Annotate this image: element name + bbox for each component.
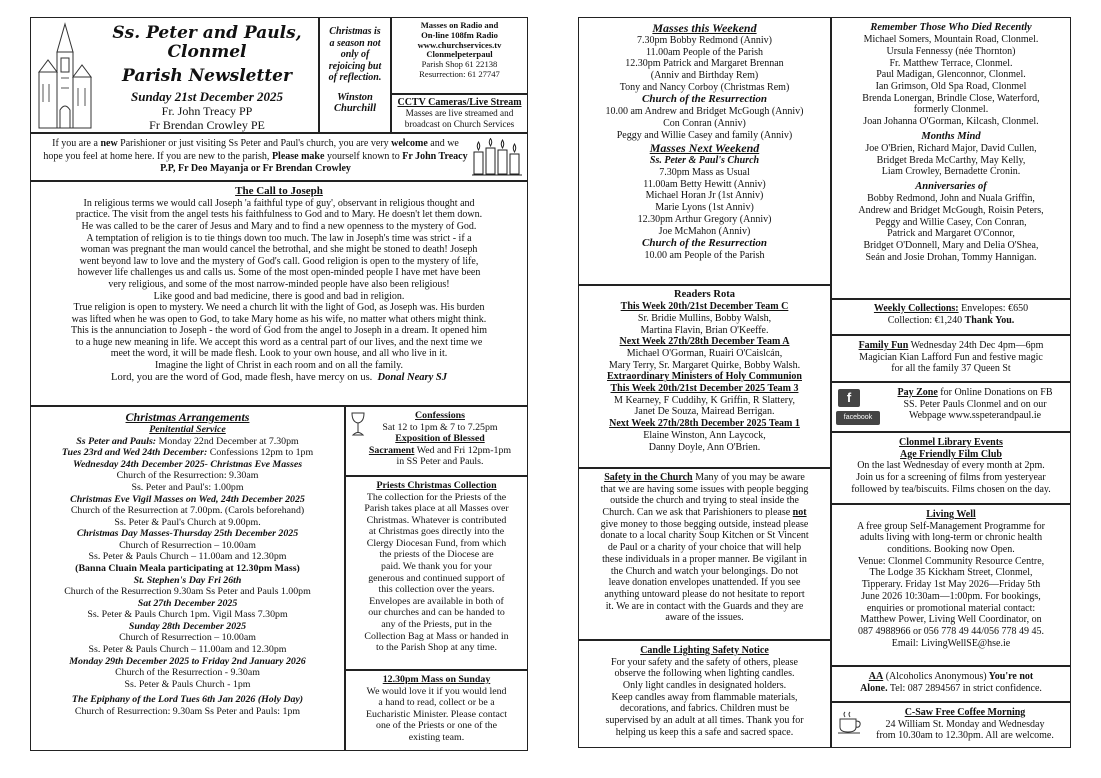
schedule-heading: Sunday 28th December 2025 [128,620,247,632]
welcome-box [30,133,528,181]
family-fun-line: Magician Kian Lafford Fun and festive magic [859,351,1043,363]
schedule-heading: Christmas Eve Vigil Masses on Wed, 24th December 2025 [70,493,305,505]
library-title: Clonmel Library Events [899,437,1003,448]
mass-entry: 7.30pm Bobby Redmond (Anniv) [637,35,772,47]
aa-line: (Alcoholics Anonymous) [883,671,987,682]
reflection-line: practice. The visit from the angel tests his faithfulness to God and to Mary. He doesn't let them down. [75,209,483,221]
quote-line: only of [340,49,370,60]
living-well-email[interactable]: Email: LivingWellSE@hse.ie [891,637,1011,649]
reflection-line: He was called to be the carer of Jesus and Mary and to find a new openness to the mystery of God. [81,220,477,232]
newsletter-date: Sunday 21st December 2025 [130,89,284,105]
readers-names: Martina Flavin, Brian O'Keeffe. [640,324,769,336]
priests-collection-line: Clergy Diocesan Fund, from which [366,537,507,549]
remember-title: Remember Those Who Died Recently [870,22,1032,33]
schedule-heading: Monday 29th December 2025 to Friday 2nd January 2026 [69,655,306,667]
collections-box [831,299,1071,335]
safety-line: de Paul or a charity of your choice that will help [607,542,802,554]
payzone-badge: facebook [836,411,880,425]
priests-collection-line: the priests of the Diocese are [379,549,494,561]
pay-zone-website[interactable]: Webpage www.sspeterandpaul.ie [908,410,1042,422]
left-page [0,0,544,778]
schedule-text: Ss. Peter & Pauls Church – 11.00am and 12.30pm [88,551,287,563]
reflection-line: to a huge new meaning in life. We accept this word as a central part of our lives, and the next time we [75,336,483,348]
church-illustration [35,22,95,130]
ministers-names: M Kearney, F Cuddihy, K Griffin, R Slattery, [614,394,795,406]
schedule-text: Confessions 12pm to 1pm [207,447,314,459]
priests-collection-box [345,476,528,670]
welcome-text: Parishioner or just visiting Ss Peter and Paul's church, you are very [120,138,389,149]
cctv-box [391,94,528,133]
schedule-text: Church of the Resurrection 9.30am Ss Peter and Pauls 1.00pm [64,586,311,598]
reflection-line: went beyond law to love and the mystery of God's call. Good religion is open to the mystery of life, [79,255,479,267]
ministers-names: Janet De Souza, Mairead Berrigan. [634,406,775,418]
safety-line: leave donation envelopes unattended. If you see [608,577,801,589]
cctv-text: Masses are live streamed and [405,108,514,119]
schedule-heading: The Epiphany of the Lord Tues 6th Jan 2026 (Holy Day) [71,694,304,706]
mass-entry: 12.30pm Patrick and Margaret Brennan [625,58,784,70]
schedule-text: Ss. Peter & Pauls Church 1pm. Vigil Mass 7.30pm [87,609,288,621]
library-line: Join us for a screening of films from yesteryear [856,472,1046,484]
pay-zone-line: SS. Peter Pauls Clonmel and on our [903,398,1047,410]
reflection-author: Donal Neary SJ [377,371,447,383]
anniversary-line: Seán and Josie Drohan, Tommy Hannigan. [865,251,1037,263]
months-mind-line: Bridget Breda McCarthy, May Kelly, [876,154,1026,166]
anniversary-line: Bridget O'Donnell, Mary and Delia O'Shea, [863,240,1039,252]
schedule-text: Church of Resurrection – 10.00am [119,632,256,644]
remember-line: Brenda Lonergan, Brindle Close, Waterford, [862,92,1040,104]
contact-line: On-line 108fm Radio [421,29,498,40]
living-well-line: The Lodge 35 Kickham Street, Clonmel, [869,567,1033,579]
anniversaries-title: Anniversaries of [915,181,987,193]
schedule-note: (Banna Cluain Meala participating at 12.30pm Mass) [75,562,300,574]
safety-title: Safety in the Church [604,472,693,483]
christmas-title: Christmas Arrangements [125,410,250,424]
safety-line: give money to those begging outside, instead please [600,518,809,530]
mass-entry: Michael Horan Jr (1st Anniv) [645,190,764,202]
masses-box [578,17,831,285]
candle-line: supervised by an adult at all times. Thank you for [605,715,804,727]
remember-box [831,17,1071,299]
right-page [557,0,1101,778]
quote-author: Winston [337,91,373,103]
living-well-line: Tipperary. Friday 1st May 2026—Friday 5th [861,579,1041,591]
pay-zone-title: Pay Zone [897,387,938,398]
candle-line: helping us keep this a safe and sacred space. [615,726,794,738]
reflection-closing: Lord, you are the word of God, made flesh, have mercy on us. [111,371,373,383]
schedule-heading: Christmas Day Masses-Thursday 25th December 2025 [76,528,299,540]
coffee-cup-icon [836,711,864,735]
confessions-times: Sat 12 to 1pm & 7 to 7.25pm [382,421,498,433]
exposition-word: Sacrament [368,444,415,456]
parish-name: Ss. Peter and Pauls, Clonmel [112,23,302,63]
readers-names: Sr. Bridie Mullins, Bobby Walsh, [637,312,772,324]
christmas-subtitle: Penitential Service [149,424,226,436]
safety-line: outside the church and trying to steal inside the [610,495,799,507]
priests-collection-line: any of the Priests, put in the [381,618,492,630]
schedule-text: Church of the Resurrection - 9.30am [115,667,260,679]
candle-line: observe the following when lighting candles. [614,668,795,680]
masses-title: Masses this Weekend [652,21,757,35]
living-well-line: Matthew Power, Living Well Coordinator, on [860,614,1042,626]
priests-collection-line: Christmas. Whatever is contributed [366,514,507,526]
christmas-box [30,406,345,751]
mass-1230-box [345,670,528,751]
contact-box [391,17,528,94]
aa-title: AA [868,671,884,682]
candle-box [578,640,831,748]
living-well-line: 087 4988966 or 056 778 49 44/056 778 49 45. [857,625,1045,637]
anniversary-line: Andrew and Bridget McGough, Roisin Peters, [858,205,1044,217]
priest-2: Fr Brendan Crowley PE [149,117,265,132]
csaw-title: C-Saw Free Coffee Morning [904,707,1026,718]
mass-1230-line: Eucharistic Minister. Please contact [366,708,507,720]
schedule-heading: Sat 27th December 2025 [137,597,238,609]
schedule-heading: Wednesday 24th December 2025- Christmas Eve Masses [72,458,303,470]
ministers-week: Next Week 27th/28th December 2025 Team 1 [609,418,800,430]
living-well-line: adults living with long-term or chronic health [859,532,1043,544]
ministers-names: Elaine Winston, Ann Laycock, [643,429,766,441]
safety-line: Church. Can we ask that Parishioners to please [602,507,791,519]
months-mind-line: Joe O'Brien, Richard Major, David Cullen, [865,143,1037,155]
welcome-new: new [100,138,118,149]
priest-1: Fr. John Treacy PP [161,103,253,118]
reflection-line: This is the annunciation to Joseph - the word of God from the angel to Joseph in a dream. It opened him [70,325,488,337]
safety-box [578,468,831,640]
exposition-place: in SS Peter and Pauls. [396,456,484,468]
welcome-text: If you are a [52,138,98,149]
safety-line: anything untoward please do not hesitate to report [604,588,805,600]
collections-envelopes: Envelopes: €650 [958,303,1029,314]
aa-emphasis: You're not [986,671,1034,682]
family-fun-line: Wednesday 24th Dec 4pm—6pm [908,340,1044,351]
aa-line: Tel: 087 2894567 in strict confidence. [887,683,1042,694]
mass-entry: 11.00am Betty Hewitt (Anniv) [643,178,766,190]
anniversary-line: Peggy and Willie Casey, Con Conran, [875,216,1027,228]
confessions-title: Confessions [415,410,465,421]
csaw-line: from 10.30am to 12.30pm. All are welcome. [876,730,1054,742]
contact-website: www.churchservices.tv [417,39,502,50]
mass-entry: 10.00 am People of the Parish [644,250,765,262]
mass-1230-title: 12.30pm Mass on Sunday [382,674,491,685]
cctv-text: broadcast on Church Services [404,118,515,129]
ministers-title: Extraordinary Ministers of Holy Communion [607,371,802,383]
mass-entry: 11.00am People of the Parish [645,46,764,58]
readers-week: This Week 20th/21st December Team C [620,301,789,313]
priests-collection-title: Priests Christmas Collection [376,480,497,491]
resurrection-heading: Church of the Resurrection [642,237,767,250]
contact-line: Masses on Radio and [420,20,499,30]
reflection-line: Like good and bad medicine, there is good and bad in religion. [153,290,405,302]
exposition-title: Exposition of Blessed [395,433,485,445]
quote-box [319,17,391,133]
csaw-box [831,702,1071,748]
living-well-line: Venue: Clonmel Community Resource Centre, [857,555,1045,567]
mass-entry: Joe McMahon (Anniv) [658,225,751,237]
schedule-text: Ss. Peter & Paul's Church at 9.00pm. [114,516,261,528]
safety-line: it. We are in contact with the Guards and they are [605,600,804,612]
readers-title: Readers Rota [674,289,735,300]
pay-zone-box [831,382,1071,432]
living-well-line: enquiries or promotional material contact: [866,602,1036,614]
contact-shop-phone: Parish Shop 61 22138 [421,59,498,70]
safety-not: not [792,507,807,519]
schedule-text: Church of Resurrection: 9.30am Ss Peter and Pauls: 1pm [74,705,301,717]
aa-box [831,666,1071,702]
collections-amount: Collection: €1,240 [887,315,963,326]
next-weekend-title: Masses Next Weekend [649,141,760,156]
welcome-names: Fr John Treacy P.P, Fr Deo Mayanja or Fr Brendan Crowley [160,150,468,174]
ministers-week: This Week 20th/21st December 2025 Team 3 [610,383,799,395]
cctv-title: CCTV Cameras/Live Stream [397,97,522,108]
aa-emphasis: Alone. [860,683,888,694]
schedule-text: Church of the Resurrection at 7.00pm. (Carols beforehand) [70,505,305,517]
remember-line: Joan Johanna O'Gorman, Kilcash, Clonmel. [863,116,1039,128]
contact-resurrection-phone: Resurrection: 61 27747 [419,68,500,79]
readers-week: Next Week 27th/28th December Team A [619,336,790,348]
reflection-line: In religious terms we would call Joseph 'a faithful type of guy', observant in religious thought and [83,197,475,209]
priests-collection-line: Parish takes place at all Masses over [364,503,509,515]
reflection-line: True religion is open to mystery. We need a church lit with the light of God, as Joseph was. His burden [73,302,485,314]
readers-names: Mary Terry, Sr. Margaret Quirke, Bobby Walsh. [608,359,801,371]
quote-line: of reflection. [328,72,382,83]
schedule-text: Church of the Resurrection: 9.30am [116,470,259,482]
reflection-line: however life challenges us and calls us. Some of the most open-minded people I have met have been [77,267,481,279]
candle-line: Only light candles in designated holders. [622,680,787,692]
schedule-text: Ss. Peter and Paul's: 1.00pm [131,481,244,493]
priests-collection-line: at Christmas goes directly into the [368,526,505,538]
library-box [831,432,1071,504]
facebook-icon: f [838,389,860,407]
schedule-text: Ss. Peter & Pauls Church – 11.00am and 12.30pm [88,644,287,656]
mass-entry: Marie Lyons (1st Anniv) [655,202,754,214]
remember-line: formerly Clonmel. [913,104,989,116]
collections-title: Weekly Collections: [873,303,959,314]
candle-line: For your safety and the safety of others, please [611,656,798,668]
living-well-line: June 2026 10:30am—1:00pm. For bookings, [861,590,1041,602]
remember-line: Ursula Fennessy (née Thornton) [886,45,1016,57]
schedule-heading: St. Stephen's Day Fri 26th [133,574,242,586]
remember-line: Paul Madigan, Glenconnor, Clonmel. [876,69,1026,81]
mass-entry: Tony and Nancy Corboy (Christmas Rem) [619,81,790,93]
family-fun-title: Family Fun [858,340,909,351]
priests-collection-line: paid. We thank you for your [381,561,492,573]
family-fun-box [831,335,1071,382]
reflection-title: The Call to Joseph [235,185,323,197]
priests-collection-line: The collection for the Priests of the [366,491,507,503]
mass-entry: Peggy and Willie Casey and family (Anniv) [616,129,793,141]
remember-line: Fr. Matthew Terrace, Clonmel. [889,57,1013,69]
living-well-title: Living Well [926,509,976,520]
candles-icon [471,138,523,178]
mass-entry: (Anniv and Birthday Rem) [650,70,759,82]
months-mind-line: Liam Crowley, Bernadette Cronin. [881,166,1021,178]
spp-heading: Ss. Peter & Paul's Church [649,155,760,167]
library-subtitle: Age Friendly Film Club [900,448,1002,460]
library-line: followed by tea/biscuits. Films chosen on the day. [851,483,1051,495]
safety-line: donate to a local charity Soup Kitchen or St Vincent [600,530,809,542]
resurrection-heading: Church of the Resurrection [642,93,767,106]
anniversary-line: Bobby Redmond, John and Nuala Griffin, [867,193,1035,205]
library-line: On the last Wednesday of every month at 2pm. [857,460,1045,472]
exposition-text: Wed and Fri 12pm-1pm [414,444,512,456]
welcome-please: Please make [271,150,325,162]
welcome-text: and we hope you feel at home here. If you are new to the parish, [43,138,459,162]
priests-collection-line: this collection over the years. [378,584,495,596]
reflection-line: woman was pregnant the man would cancel the betrothal, and she might be stoned to death! Joseph [80,244,478,256]
priests-collection-line: to the Parish Shop at any time. [376,642,497,654]
schedule-text: Monday 22nd December at 7.30pm [156,435,299,447]
remember-line: Ian Grimson, Old Spa Road, Clonmel [875,81,1027,93]
reflection-line: very religious, and some of the most narrow-minded people have also been religious! [108,278,450,290]
quote-line: Christmas is [329,26,381,37]
safety-line: the Church and watch your belongings. Do not [610,565,799,577]
csaw-line: 24 William St. Monday and Wednesday [885,718,1045,730]
ministers-names: Danny Doyle, Ann O'Brien. [648,441,761,453]
reflection-box [30,181,528,406]
schedule-text: Church of Resurrection – 10.00am [119,539,256,551]
safety-line: these individuals in a proper manner. Be vigilant in [602,553,807,565]
mass-entry: 12.30pm Arthur Gregory (Anniv) [637,213,772,225]
schedule-text: Ss. Peter & Pauls Church - 1pm [124,678,251,690]
safety-line: that we are having some issues with people begging [600,483,809,495]
priests-collection-line: Envelopes are available in both of [369,595,504,607]
reflection-line: A temptation of religion is to tie things down too much. The law in Joseph's time was strict - if a [86,232,472,244]
months-mind-title: Months Mind [921,130,981,142]
living-well-line: conditions. Booking now Open. [887,544,1015,556]
living-well-line: A free group Self-Management Programme for [857,520,1045,532]
family-fun-line: for all the family 37 Queen St [891,363,1011,375]
reflection-line: Imagine the light of Christ in each room and on all the family. [155,360,403,372]
safety-line: Many of you may be aware [692,472,805,483]
quote-line: rejoicing but [328,60,382,72]
priests-collection-line: our churches and can be handed to [368,607,505,619]
mass-1230-line: We would love it if you would lend [366,685,507,697]
mass-entry: 10.00 am Andrew and Bridget McGough (Anniv) [605,106,804,118]
candle-title: Candle Lighting Safety Notice [640,645,769,656]
readers-names: Michael O'Gorman, Ruairi O'Caislcán, [626,348,783,360]
readers-box [578,285,831,468]
candle-line: decorations, and fabrics. Children must be [619,703,790,715]
candle-line: Keep candles away from flammable materials, [611,691,798,703]
mass-1230-line: a hand to read, collect or be a [378,697,495,709]
header-box [30,17,319,133]
confessions-box [345,406,528,476]
contact-line: Clonmelpeterpaul [426,49,493,60]
mass-entry: Con Conran (Anniv) [663,118,746,130]
mass-1230-line: one of the Priests or one of the [376,720,497,732]
mass-entry: 7.30pm Mass as Usual [659,167,750,179]
quote-line: a season not [329,37,381,49]
reflection-line: was lifted when he was open to God, to take Mary home as his wife, no matter what others might think. [71,313,487,325]
remember-line: Michael Somers, Mountain Road, Clonmel. [863,34,1039,46]
mass-1230-line: existing team. [408,731,465,743]
welcome-welcome: welcome [391,138,428,149]
reflection-line: meet the word, it will be made flesh. Look to your own house, and all who live in it. [110,348,448,360]
priests-collection-line: Collection Bag at Mass or handed in [364,630,509,642]
newsletter-title: Parish Newsletter [122,65,292,86]
welcome-text: yourself known to [326,150,400,162]
schedule-label: Ss Peter and Pauls: [76,435,157,447]
living-well-box [831,504,1071,666]
safety-line: aware of the issues. [665,612,744,624]
collections-thanks: Thank You. [964,315,1015,326]
anniversary-line: Patrick and Margaret O'Connor, [887,228,1015,240]
schedule-label: Tues 23rd and Wed 24th December: [61,447,208,459]
pay-zone-line: for Online Donations on FB [937,387,1053,398]
quote-author: Churchill [333,103,377,115]
priests-collection-line: generous and continued support of [368,572,505,584]
